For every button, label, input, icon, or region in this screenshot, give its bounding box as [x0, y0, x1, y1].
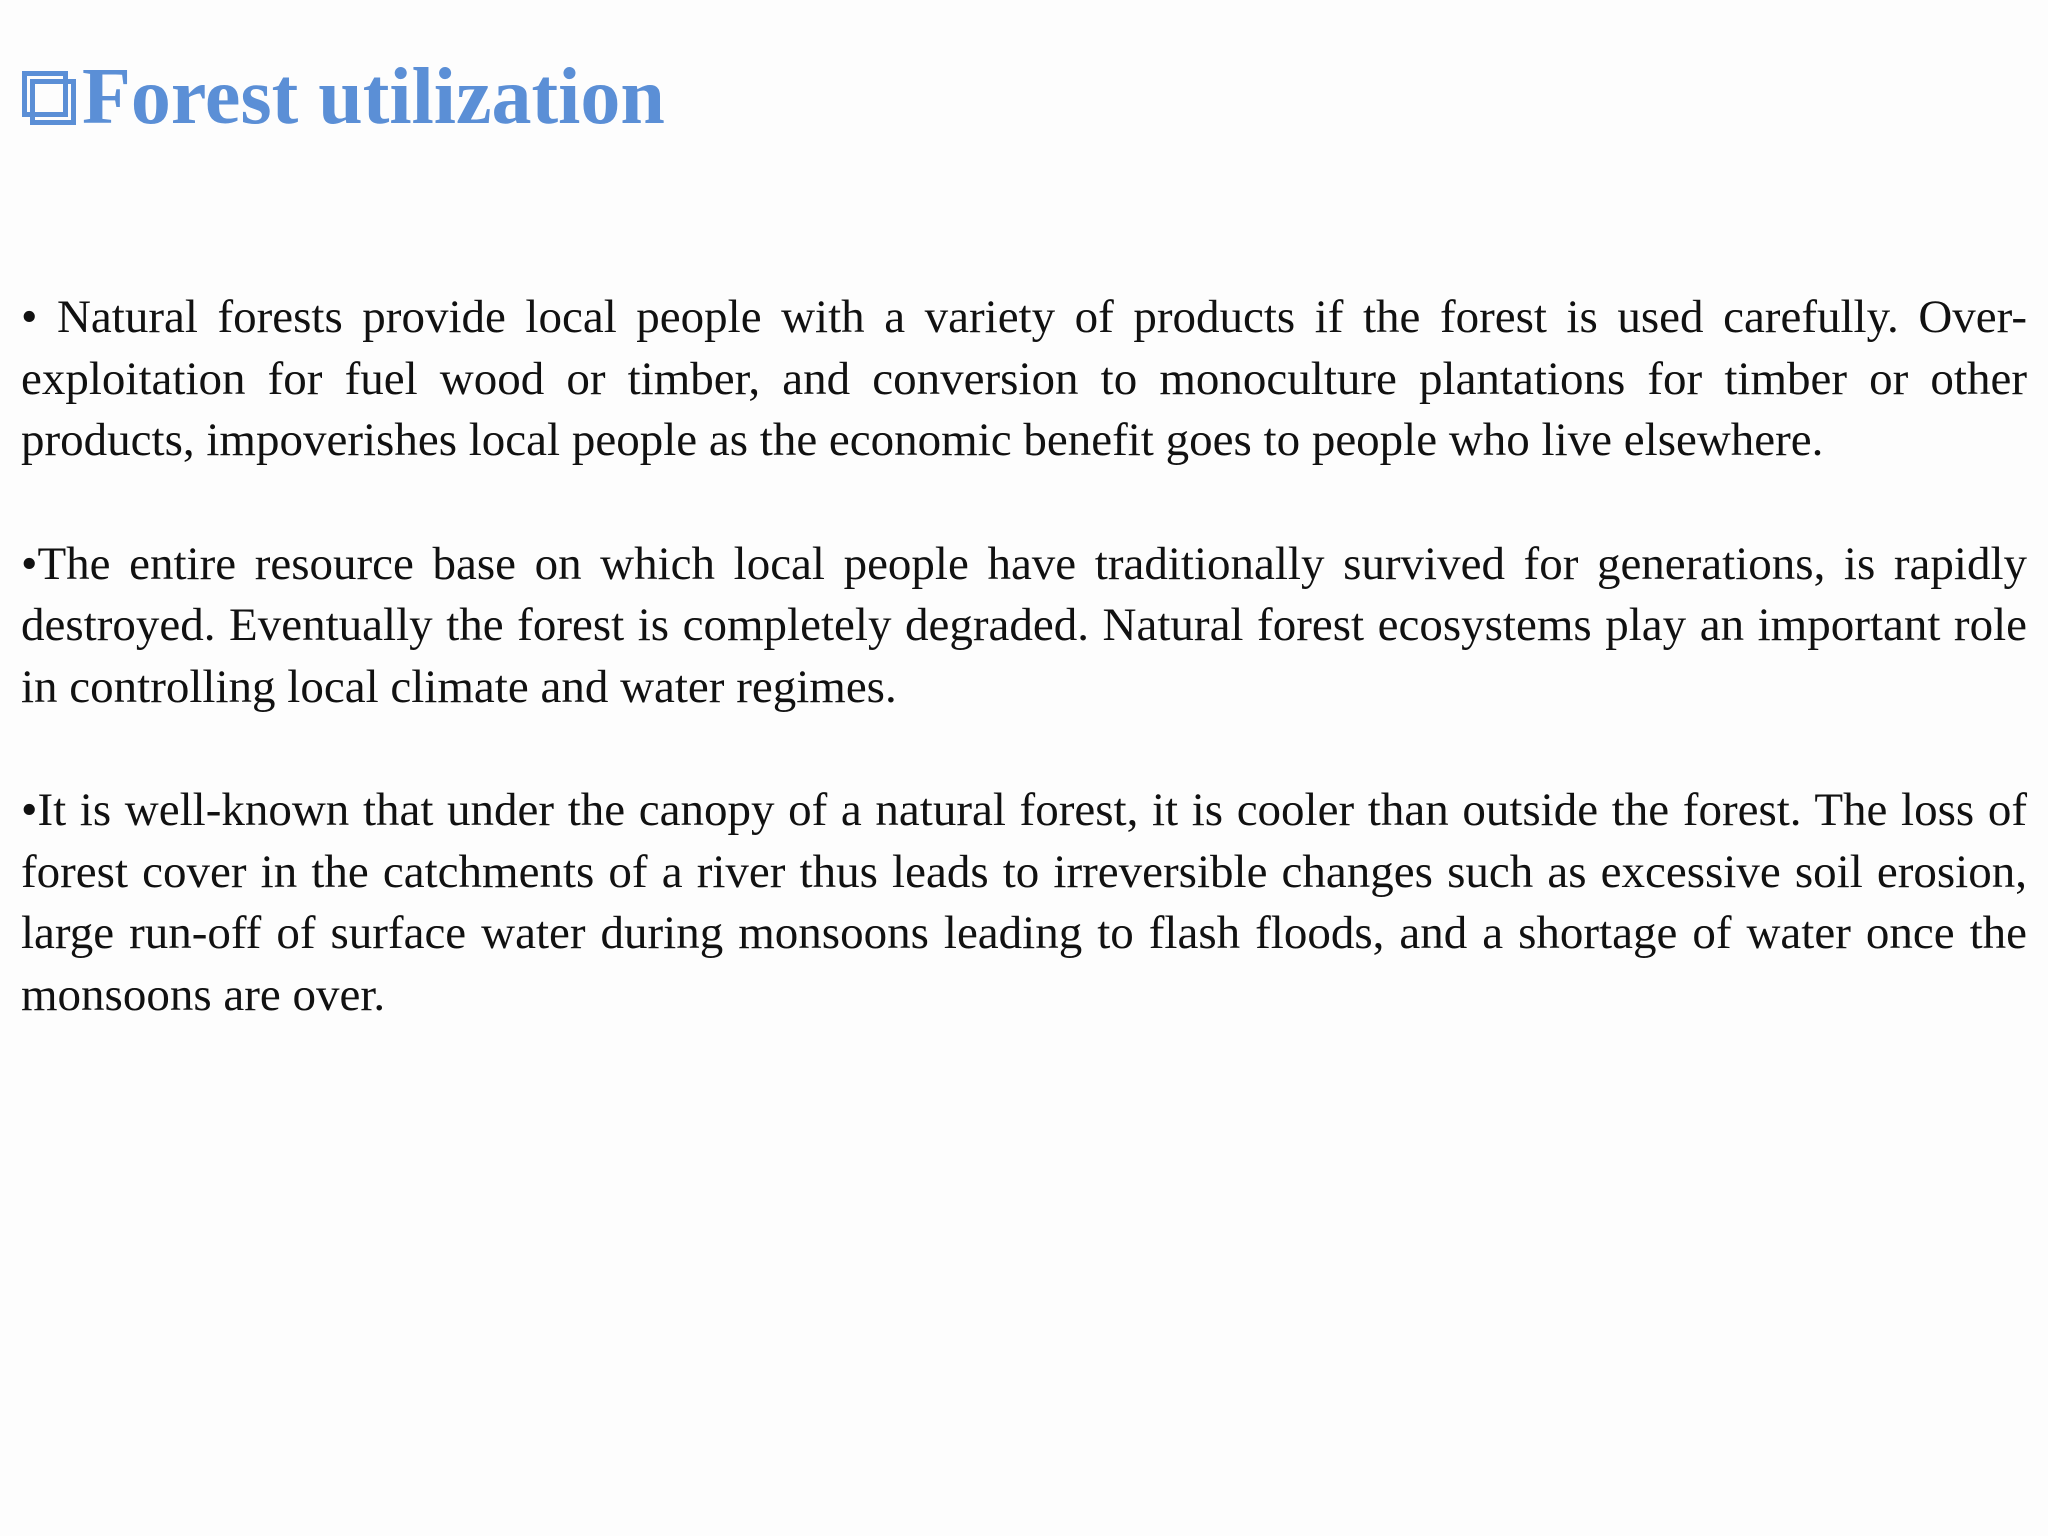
- slide-body: [21, 287, 2027, 1088]
- square-bullet-icon: [22, 71, 78, 127]
- bullet-paragraph: •It is well-known that under the canopy of a natural forest, it is cooler than outside the forest. The loss of forest cover in the catchments of a river thus leads to irreversible changes such as excessive soil erosion, large run-off of surface water during monsoons leading to flash floods, and a shortage of water once the monsoons are over.: [21, 784, 2027, 1021]
- bullet-paragraph: •The entire resource base on which local people have traditionally survived for generations, is rapidly destroyed. Eventually the forest is completely degraded. Natural forest ecosystems play an important role in controlling local climate and water regimes.: [21, 537, 2027, 713]
- bullet-paragraph: • Natural forests provide local people with a variety of products if the forest is used carefully. Over-exploitation for fuel wood or timber, and conversion to monoculture plantations for timber or other products, impoverishes local people as the economic benefit goes to people who live elsewhere.: [21, 291, 2027, 466]
- slide-title: Forest utilization: [82, 53, 665, 141]
- slide-title-row: [22, 52, 665, 142]
